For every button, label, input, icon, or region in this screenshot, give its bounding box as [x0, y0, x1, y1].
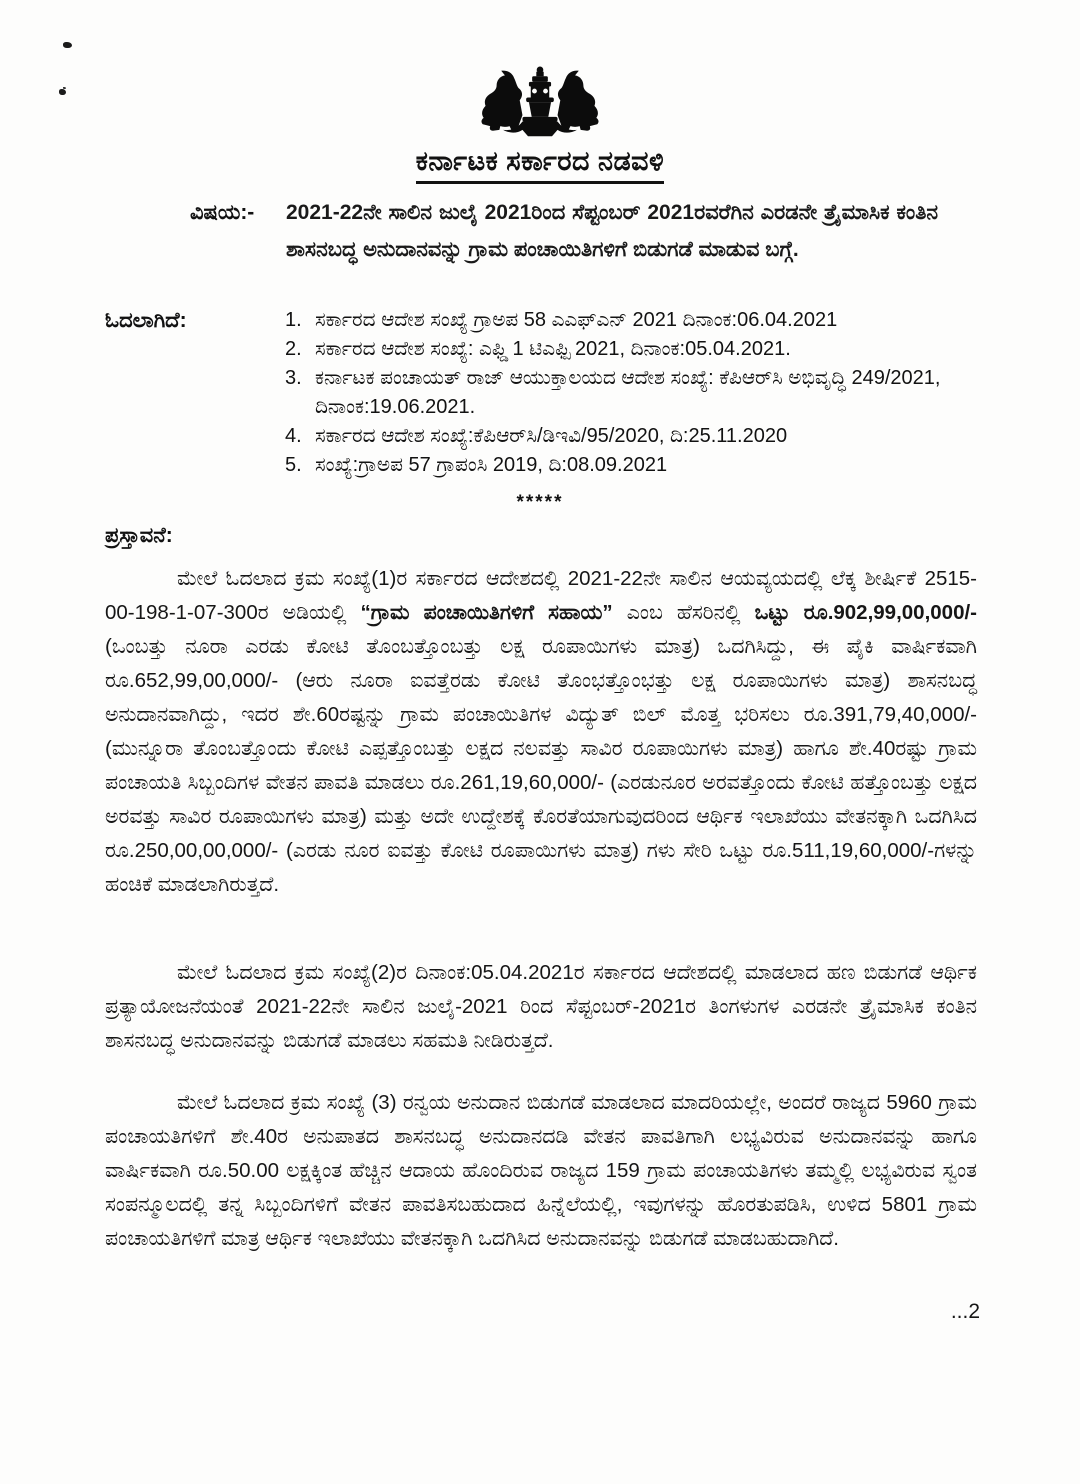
ink-speck — [63, 42, 72, 48]
preamble-heading: ಪ್ರಸ್ತಾವನೆ: — [105, 524, 173, 547]
paragraph-1 — [105, 562, 977, 902]
list-item-text: ಸರ್ಕಾರದ ಆದೇಶ ಸಂಖ್ಯೆ: ಎಫ್ಡಿ 1 ಟಿಎಫ್ಪಿ 2021, ದಿನಾಂಕ:05.04.2021. — [315, 338, 791, 360]
list-item — [285, 306, 977, 335]
stars-separator: ***** — [516, 492, 564, 513]
karnataka-emblem-icon — [0, 64, 1080, 144]
document-title: ಕರ್ನಾಟಕ ಸರ್ಕಾರದ ನಡವಳಿ — [416, 146, 664, 184]
list-item-number: 4. — [285, 425, 302, 447]
list-item-text: ಸರ್ಕಾರದ ಆದೇಶ ಸಂಖ್ಯೆ:ಕೆಪಿಆರ್‌ಸಿ/ಡಿಇವಿ/95/2020, ದಿ:25.11.2020 — [315, 425, 788, 447]
paragraph-1-text: (ಒಂಬತ್ತು ನೂರಾ ಎರಡು ಕೋಟಿ ತೊಂಬತ್ತೊಂಬತ್ತು ಲಕ್ಷ ರೂಪಾಯಿಗಳು ಮಾತ್ರ) ಒದಗಿಸಿದ್ದು, ಈ ಪೈಕಿ ವಾರ್ಷಿಕವಾಗಿ ರೂ.652,99,00,000/- (ಆರು ನೂರಾ ಐವತ್ತೆರಡು ಕೋಟಿ ತೊಂಭತ್ತೊಂಭತ್ತು ಲಕ್ಷ ರೂಪಾಯಿಗಳು ಮಾತ್ರ) ಶಾಸನಬದ್ಧ ಅನುದಾನವಾಗಿದ್ದು, ಇದರ ಶೇ.60ರಷ್ಟನ್ನು ಗ್ರಾಮ ಪಂಚಾಯಿತಿಗಳ ವಿದ್ಯುತ್ ಬಿಲ್ ಮೊತ್ತ ಭರಿಸಲು ರೂ.391,79,40,000/- (ಮುನ್ನೂರಾ ತೊಂಬತ್ತೊಂದು ಕೋಟಿ ಎಪ್ಪತ್ತೊಂಬತ್ತು ಲಕ್ಷದ ನಲವತ್ತು ಸಾವಿರ ರೂಪಾಯಿಗಳು ಮಾತ್ರ) ಹಾಗೂ ಶೇ.40ರಷ್ಟು ಗ್ರಾಮ ಪಂಚಾಯತಿ ಸಿಬ್ಬಂದಿಗಳ ವೇತನ ಪಾವತಿ ಮಾಡಲು ರೂ.261,19,60,000/- (ಎರಡುನೂರ ಅರವತ್ತೊಂದು ಕೋಟಿ ಹತ್ತೊಂಬತ್ತು ಲಕ್ಷದ ಅರವತ್ತು ಸಾವಿರ ರೂಪಾಯಿಗಳು ಮಾತ್ರ) ಮತ್ತು ಅದೇ ಉದ್ದೇಶಕ್ಕೆ ಕೊರತೆಯಾಗುವುದರಿಂದ ಆರ್ಥಿಕ ಇಲಾಖೆಯು ವೇತನಕ್ಕಾಗಿ ಒದಗಿಸಿದ ರೂ.250,00,00,000/- (ಎರಡು ನೂರ ಐವತ್ತು ಕೋಟಿ ರೂಪಾಯಿಗಳು ಮಾತ್ರ) ಗಳು ಸೇರಿ ಒಟ್ಟು ರೂ.511,19,60,000/-ಗಳನ್ನು ಹಂಚಿಕೆ ಮಾಡಲಾಗಿರುತ್ತದೆ. — [105, 635, 977, 896]
list-item-text: ಸರ್ಕಾರದ ಆದೇಶ ಸಂಖ್ಯೆ ಗ್ರಾಅಪ 58 ಎಎಫ್ಎನ್ 2021 ದಿನಾಂಕ:06.04.2021 — [315, 309, 838, 331]
list-item — [285, 335, 977, 364]
read-label: ಓದಲಾಗಿದೆ: — [105, 309, 187, 332]
page-continuation-marker: ...2 — [950, 1300, 980, 1323]
paragraph-1-text: ಮೇಲೆ ಓದಲಾದ ಕ್ರಮ ಸಂಖ್ಯೆ(1)ರ ಸರ್ಕಾರದ ಆದೇಶದಲ್ಲಿ 2021-22ನೇ ಸಾಲಿನ ಆಯವ್ಯಯದಲ್ಲಿ ಲೆಕ್ಕ ಶೀರ್ಷಿಕೆ 2515-00-198-1-07-300ರ ಅಡಿಯಲ್ಲಿ — [105, 567, 977, 624]
list-item — [285, 451, 977, 480]
subject-label: ವಿಷಯ:- — [190, 201, 255, 224]
paragraph-1-bold-amount: ಒಟ್ಟು ರೂ.902,99,00,000/- — [754, 601, 978, 624]
reference-list — [285, 306, 977, 480]
list-item — [285, 364, 977, 422]
list-item-number: 3. — [285, 367, 302, 389]
paragraph-3: ಮೇಲೆ ಓದಲಾದ ಕ್ರಮ ಸಂಖ್ಯೆ (3) ರನ್ವಯ ಅನುದಾನ ಬಿಡುಗಡೆ ಮಾಡಲಾದ ಮಾದರಿಯಲ್ಲೇ, ಅಂದರೆ ರಾಜ್ಯದ 5960 ಗ್ರಾಮ ಪಂಚಾಯತಿಗಳಿಗೆ ಶೇ.40ರ ಅನುಪಾತದ ಶಾಸನಬದ್ಧ ಅನುದಾನದಡಿ ವೇತನ ಪಾವತಿಗಾಗಿ ಲಭ್ಯವಿರುವ ಅನುದಾನವನ್ನು ಹಾಗೂ ವಾರ್ಷಿಕವಾಗಿ ರೂ.50.00 ಲಕ್ಷಕ್ಕಿಂತ ಹೆಚ್ಚಿನ ಆದಾಯ ಹೊಂದಿರುವ ರಾಜ್ಯದ 159 ಗ್ರಾಮ ಪಂಚಾಯತಿಗಳು ತಮ್ಮಲ್ಲಿ ಲಭ್ಯವಿರುವ ಸ್ವಂತ ಸಂಪನ್ಮೂಲದಲ್ಲಿ ತನ್ನ ಸಿಬ್ಬಂದಿಗಳಿಗೆ ವೇತನ ಪಾವತಿಸಬಹುದಾದ ಹಿನ್ನೆಲೆಯಲ್ಲಿ, ಇವುಗಳನ್ನು ಹೊರತುಪಡಿಸಿ, ಉಳಿದ 5801 ಗ್ರಾಮ ಪಂಚಾಯತಿಗಳಿಗೆ ಮಾತ್ರ ಆರ್ಥಿಕ ಇಲಾಖೆಯು ವೇತನಕ್ಕಾಗಿ ಒದಗಿಸಿದ ಅನುದಾನವನ್ನು ಬಿಡುಗಡೆ ಮಾಡಬಹುದಾಗಿದೆ. — [105, 1091, 977, 1250]
paragraph-1-bold-scheme-name: “ಗ್ರಾಮ ಪಂಚಾಯಿತಿಗಳಿಗೆ ಸಹಾಯ” — [360, 601, 613, 624]
list-item-text: ಸಂಖ್ಯೆ:ಗ್ರಾಅಪ 57 ಗ್ರಾಪಂಸಿ 2019, ದಿ:08.09.2021 — [315, 454, 668, 476]
document-header — [0, 64, 1080, 184]
list-item-text: ಕರ್ನಾಟಕ ಪಂಚಾಯತ್ ರಾಜ್ ಆಯುಕ್ತಾಲಯದ ಆದೇಶ ಸಂಖ್ಯೆ: ಕೆಪಿಆರ್‌ಸಿ ಅಭಿವೃದ್ಧಿ 249/2021, ದಿನಾಂಕ:19.06.2021. — [315, 367, 941, 418]
list-item-number: 5. — [285, 454, 302, 476]
list-item-number: 1. — [285, 309, 302, 331]
references-block — [105, 306, 977, 480]
list-item-number: 2. — [285, 338, 302, 360]
paragraph-2: ಮೇಲೆ ಓದಲಾದ ಕ್ರಮ ಸಂಖ್ಯೆ(2)ರ ದಿನಾಂಕ:05.04.2021ರ ಸರ್ಕಾರದ ಆದೇಶದಲ್ಲಿ ಮಾಡಲಾದ ಹಣ ಬಿಡುಗಡೆ ಆರ್ಥಿಕ ಪ್ರತ್ಯಾಯೋಜನೆಯಂತೆ 2021-22ನೇ ಸಾಲಿನ ಜುಲೈ-2021 ರಿಂದ ಸೆಪ್ಟಂಬರ್-2021ರ ತಿಂಗಳುಗಳ ಎರಡನೇ ತ್ರೈಮಾಸಿಕ ಕಂತಿನ ಶಾಸನಬದ್ಧ ಅನುದಾನವನ್ನು ಬಿಡುಗಡೆ ಮಾಡಲು ಸಹಮತಿ ನೀಡಿರುತ್ತದೆ. — [105, 961, 977, 1052]
list-item — [285, 422, 977, 451]
subject-block — [190, 194, 938, 268]
subject-text: 2021-22ನೇ ಸಾಲಿನ ಜುಲೈ 2021ರಿಂದ ಸೆಪ್ಟಂಬರ್ 2021ರವರೆಗಿನ ಎರಡನೇ ತ್ರೈಮಾಸಿಕ ಕಂತಿನ ಶಾಸನಬದ್ಧ ಅನುದಾನವನ್ನು ಗ್ರಾಮ ಪಂಚಾಯಿತಿಗಳಿಗೆ ಬಿಡುಗಡೆ ಮಾಡುವ ಬಗ್ಗೆ. — [286, 201, 938, 261]
paragraph-1-text: ಎಂಬ ಹೆಸರಿನಲ್ಲಿ — [612, 601, 755, 624]
